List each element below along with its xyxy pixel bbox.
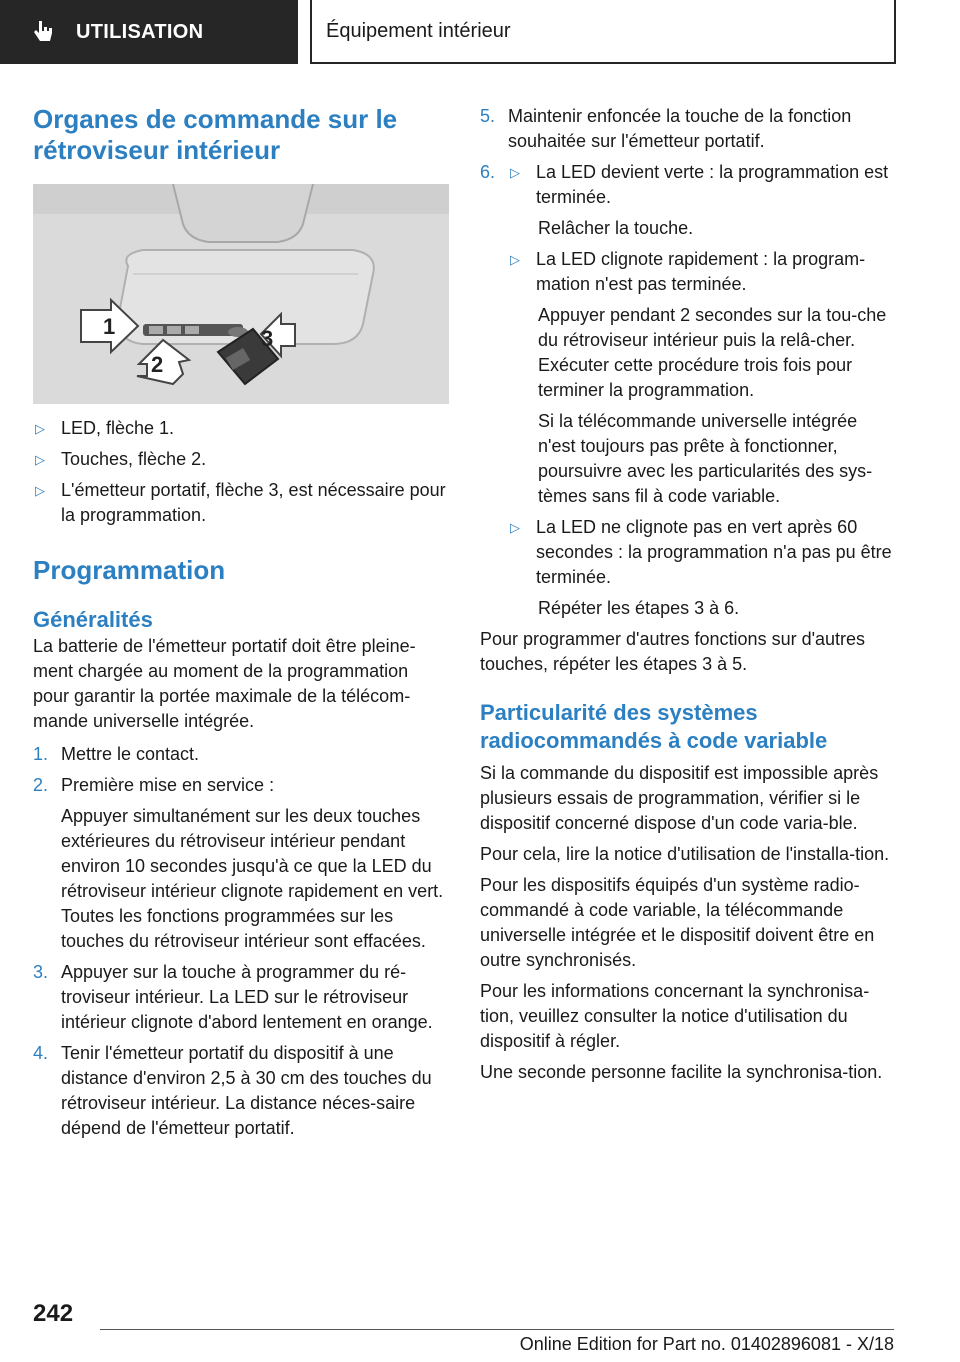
arrow-label-1: 1	[103, 314, 116, 339]
section-title: UTILISATION	[76, 20, 204, 43]
sub3-detail: Répéter les étapes 3 à 6.	[538, 598, 740, 618]
general-heading: Généralités	[33, 607, 153, 632]
sub2-detail-a: Appuyer pendant 2 secondes sur la tou-che du rétroviseur intérieur puis la relâ-cher. Exécuter cette procédure trois fois pour terminer la programmation.	[538, 305, 887, 400]
special-paragraph: Pour les dispositifs équipés d'un système radio-commandé à code variable, la télécommande universelle intégrée et le dispositif doivent être en outre synchronisés.	[480, 875, 875, 970]
mirror-drawing	[33, 184, 449, 404]
list-item: 6. ▷ La LED devient verte : la programmation est terminée.	[480, 162, 889, 207]
page-header	[0, 0, 960, 66]
list-item: ▷ La LED clignote rapidement : la program-mation n'est pas terminée.	[510, 249, 866, 294]
edition-text: Online Edition for Part no. 01402896081 - X/18	[519, 1334, 894, 1354]
hand-pointer-icon	[30, 19, 56, 45]
list-item: 5. Maintenir enfoncée la touche de la fonction souhaitée sur l'émetteur portatif.	[480, 106, 852, 151]
special-paragraph: Si la commande du dispositif est impossible après plusieurs essais de programmation, vérifier si le dispositif concerné dispose d'un code varia-ble.	[480, 763, 879, 833]
list-item: ▷ L'émetteur portatif, flèche 3, est nécessaire pour la programmation.	[35, 480, 446, 525]
special-paragraph: Pour les informations concernant la synchronisa-tion, veuillez consulter la notice d'utilisation du dispositif à régler.	[480, 981, 870, 1051]
right-column	[480, 104, 896, 1085]
page-number: 242	[33, 1300, 74, 1327]
list-item: ▷ La LED ne clignote pas en vert après 60 secondes : la programmation n'a pas pu être terminée.	[510, 517, 892, 587]
chapter-title: Équipement intérieur	[326, 19, 511, 42]
list-item: 3. Appuyer sur la touche à programmer du ré-troviseur intérieur. La LED sur le rétroviseur intérieur clignote d'abord lentement en orange.	[33, 962, 433, 1032]
general-text: La batterie de l'émetteur portatif doit être pleine-ment chargée au moment de la programmation pour garantir la portée maximale de la télécom-mande universelle intégrée.	[33, 636, 416, 731]
arrow-label-2: 2	[151, 352, 164, 377]
steps-list	[33, 742, 449, 1141]
sub2-detail-b: Si la télécommande universelle intégrée n'est toujours pas prête à fonctionner, poursuivre avec les particularités des sys-tèmes sans fil à code variable.	[538, 411, 873, 506]
mirror-illustration	[33, 184, 449, 404]
footer-divider	[100, 1329, 894, 1330]
special-paragraph: Pour cela, lire la notice d'utilisation de l'installa-tion.	[480, 844, 890, 864]
control-list	[33, 416, 449, 528]
programming-heading: Programmation	[33, 555, 226, 585]
special-paragraph: Une seconde personne facilite la synchronisa-tion.	[480, 1062, 883, 1082]
list-item: ▷ LED, flèche 1.	[35, 418, 175, 438]
list-item: 2. Première mise en service :	[33, 775, 275, 795]
list-item: 1. Mettre le contact.	[33, 744, 200, 764]
section-heading: Organes de commande sur le rétroviseur intérieur	[33, 104, 398, 165]
step6-release: Relâcher la touche.	[538, 218, 694, 238]
left-column	[33, 100, 449, 1141]
section-tab	[0, 0, 298, 64]
list-item: Appuyer simultanément sur les deux touches extérieures du rétroviseur intérieur pendant environ 10 secondes jusqu'à ce que la LED du rétroviseur intérieur clignote rapidement en vert. Toutes les fonctions programmées sur les touches du rétroviseur intérieur sont effacées.	[61, 806, 444, 951]
list-item: 4. Tenir l'émetteur portatif du dispositif à une distance d'environ 2,5 à 30 cm des touches du rétroviseur intérieur. La distance néces-saire dépend de l'émetteur portatif.	[33, 1043, 432, 1138]
chapter-tab	[310, 0, 896, 64]
arrow-label-3: 3	[261, 326, 274, 351]
other-functions-text: Pour programmer d'autres fonctions sur d'autres touches, répéter les étapes 3 à 5.	[480, 629, 866, 674]
special-heading: Particularité des systèmes radiocommandés à code variable	[480, 700, 828, 753]
list-item: ▷ Touches, flèche 2.	[35, 449, 207, 469]
